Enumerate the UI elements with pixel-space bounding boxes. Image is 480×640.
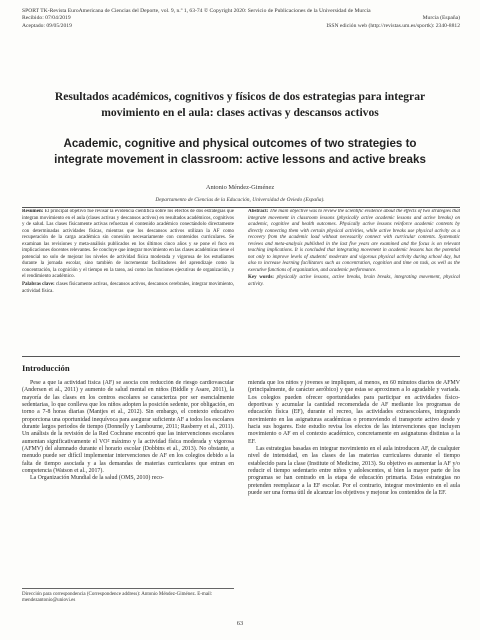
journal-header xyxy=(22,8,460,30)
abstract-en-text: The main objective was to review the scientific evidence about the effects of two strategies that integrate movement in classroom lessons (physically active academic lessons and active breaks) on academic, cognitive and health outcomes. Physically active lessons reinforce academic contents by directly connecting them with certain physical activities, while active breaks use physical activity as a recovery from the academic load without necessarily connect with curricular contents. Systematic reviews and meta-analysis published in the last five years are examined and the focus is on relevant teaching implications. It is concluded that integrating movement in academic lessons has the potential not only to improve levels of students' moderate and vigorous physical activity during school day, but also to increase learning facilitators such as concentration, cognition and time on task, as well as the executive functions of organization, and academic performance. xyxy=(248,209,460,273)
header-row-2 xyxy=(22,15,460,22)
body-column-right xyxy=(248,380,460,610)
received-date: Recibido: 07/04/2019 xyxy=(22,15,71,22)
body-paragraph: Las estrategias basadas en integrar movimiento en el aula introducen AF, de cualquier nivel de intensidad, en las clases de las materias curriculares durante el tiempo establecido para la clase (Institute of Medicine, 2013). Su objetivo es aumentar la AF y/o reducir el tiempo sedentario entre niños y adolescentes, si bien la mayor parte de los programas se han centrado en la etapa de educación primaria. Estas estrategias no pretenden reemplazar a la EF escolar. Por el contrario, integrar movimiento en el aula puede ser una forma útil de alcanzar los objetivos y mejorar los contenidos de la EF. xyxy=(248,446,460,497)
body-paragraph: mienda que los niños y jóvenes se impliquen, al menos, en 60 minutos diarios de AFMV (principalmente, de carácter aeróbico) y que estas se aproximen a lo agradable y variada. Los colegios pueden ofrecer oportunidades para participar en actividades físico-deportivas y acumular la cantidad recomendada de AF mediante los programas de educación física (EF), durante el recreo, las actividades extraescolares, integrando movimiento en las asignaturas académicas o promoviendo el transporte activo desde y hacia sus hogares. Este estudio revisa los efectos de las intervenciones que incluyen movimiento o AF en el contexto académico, concretamente en asignaturas distintas a la EF. xyxy=(248,380,460,445)
publisher-location: Murcia (España) xyxy=(422,15,460,22)
abstract-es-text: El principal objetivo fue revisar la evidencia científica sobre los efectos de dos estrategias que integran movimiento en el aula (clases activas y descansos activos) en resultados académicos, cognitivos y de salud. Las clases físicamente activas refuerzan el contenido académico conectándolo directamente con determinadas actividades físicas, mientras que los descansos activos utilizan la AF como recuperación de la carga académica sin conexión necesariamente con contenidos curriculares. Se examinan las revisiones y meta-análisis publicados en los últimos cinco años y se pone el foco en implicaciones docentes relevantes. Se concluye que integrar movimiento en las clases académicas tiene el potencial no solo de mejorar los niveles de actividad física moderada y vigorosa de los estudiantes durante la jornada escolar, sino también de incrementar facilitadores del aprendizaje como la concentración, la cognición y el tiempo en la tarea, así como las funciones ejecutivas de organización, y el rendimiento académico. xyxy=(22,209,234,280)
issn: ISSN edición web (http://revistas.um.es/sportk): 2340-8812 xyxy=(326,22,460,29)
keywords-es-label: Palabras clave: xyxy=(22,282,55,288)
accepted-date: Aceptado: 09/05/2019 xyxy=(22,22,72,29)
journal-citation: SPORT TK-Revista EuroAmericana de Ciencias del Deporte, vol. 9, n.º 1, 63-74 © Copyright 2020: Servicio de Publicaciones de la Universidad de Murcia xyxy=(22,8,371,14)
keywords-en-text: physically active lessons, active breaks, brain breaks, integrating movement, physical activity. xyxy=(248,275,460,288)
abstract-en-paragraph xyxy=(248,209,460,274)
body-paragraph: Pese a que la actividad física (AF) se asocia con reducción de riesgo cardiovascular (Andersen et al., 2011) y aumento de salud mental en niños (Biddle y Asare, 2011), la mayoría de las clases en los centros escolares se caracteriza por ser esencialmente sedentarias, lo que conlleva que los niños adopten la posición sedente, por obligación, en torno a 7-8 horas diarias (Mantjes et al., 2012). Sin embargo, el contexto educativo proporciona una oportunidad inequívoca para asegurar suficiente AF a todos los escolares durante largos periodos de tiempo (Donnelly y Lambourne, 2011; Rasberry et al., 2011). Un análisis de la revisión de la Red Cochrane encontró que las intervenciones escolares aumentan significativamente el VO² máximo y la actividad física moderada y vigorosa (AFMV) del alumnado durante el horario escolar (Dobbins et al., 2013). No obstante, a menudo puede ser difícil implementar intervenciones de AF en los colegios debido a la falta de tiempo asociada y a las demandas de materias curriculares que entran en competencia (Watson et al., 2017). xyxy=(22,380,234,475)
section-title-introduction: Introducción xyxy=(22,363,70,373)
abstract-es-paragraph xyxy=(22,209,234,281)
abstract-spanish xyxy=(22,209,234,355)
title-spanish: Resultados académicos, cognitivos y físicos de dos estrategias para integrar movimiento en el aula: clases activas y descansos activos xyxy=(54,90,426,119)
body-column-left xyxy=(22,380,234,610)
author-name: Antonio Méndez-Giménez xyxy=(205,184,275,191)
correspondence-footnote: Dirección para correspondencia (Correspondence address): Antonio Méndez-Giménez. E-mail: mendezantonio@uniovi.es xyxy=(22,588,234,605)
abstract-es-label: Resumen: xyxy=(22,209,44,214)
header-row-1 xyxy=(22,8,460,15)
keywords-es-text: clases físicamente activas, descansos activos, descansos cerebrales, integrar movimiento, actividad física. xyxy=(22,282,234,294)
page-number: 63 xyxy=(236,620,244,627)
keywords-en-label: Key words: xyxy=(248,275,274,281)
title-english: Academic, cognitive and physical outcomes of two strategies to integrate movement in classroom: active lessons and active breaks xyxy=(54,137,426,166)
author-affiliation: Departamento de Ciencias de la Educación, Universidad de Oviedo (España). xyxy=(155,197,325,203)
keywords-es-paragraph xyxy=(22,282,234,295)
abstract-en-label: Abstract: xyxy=(248,209,269,214)
header-row-3 xyxy=(22,23,460,30)
keywords-en-paragraph xyxy=(248,275,460,288)
body-paragraph: La Organización Mundial de la salud (OMS, 2010) reco- xyxy=(30,475,164,482)
abstract-english xyxy=(248,209,460,355)
